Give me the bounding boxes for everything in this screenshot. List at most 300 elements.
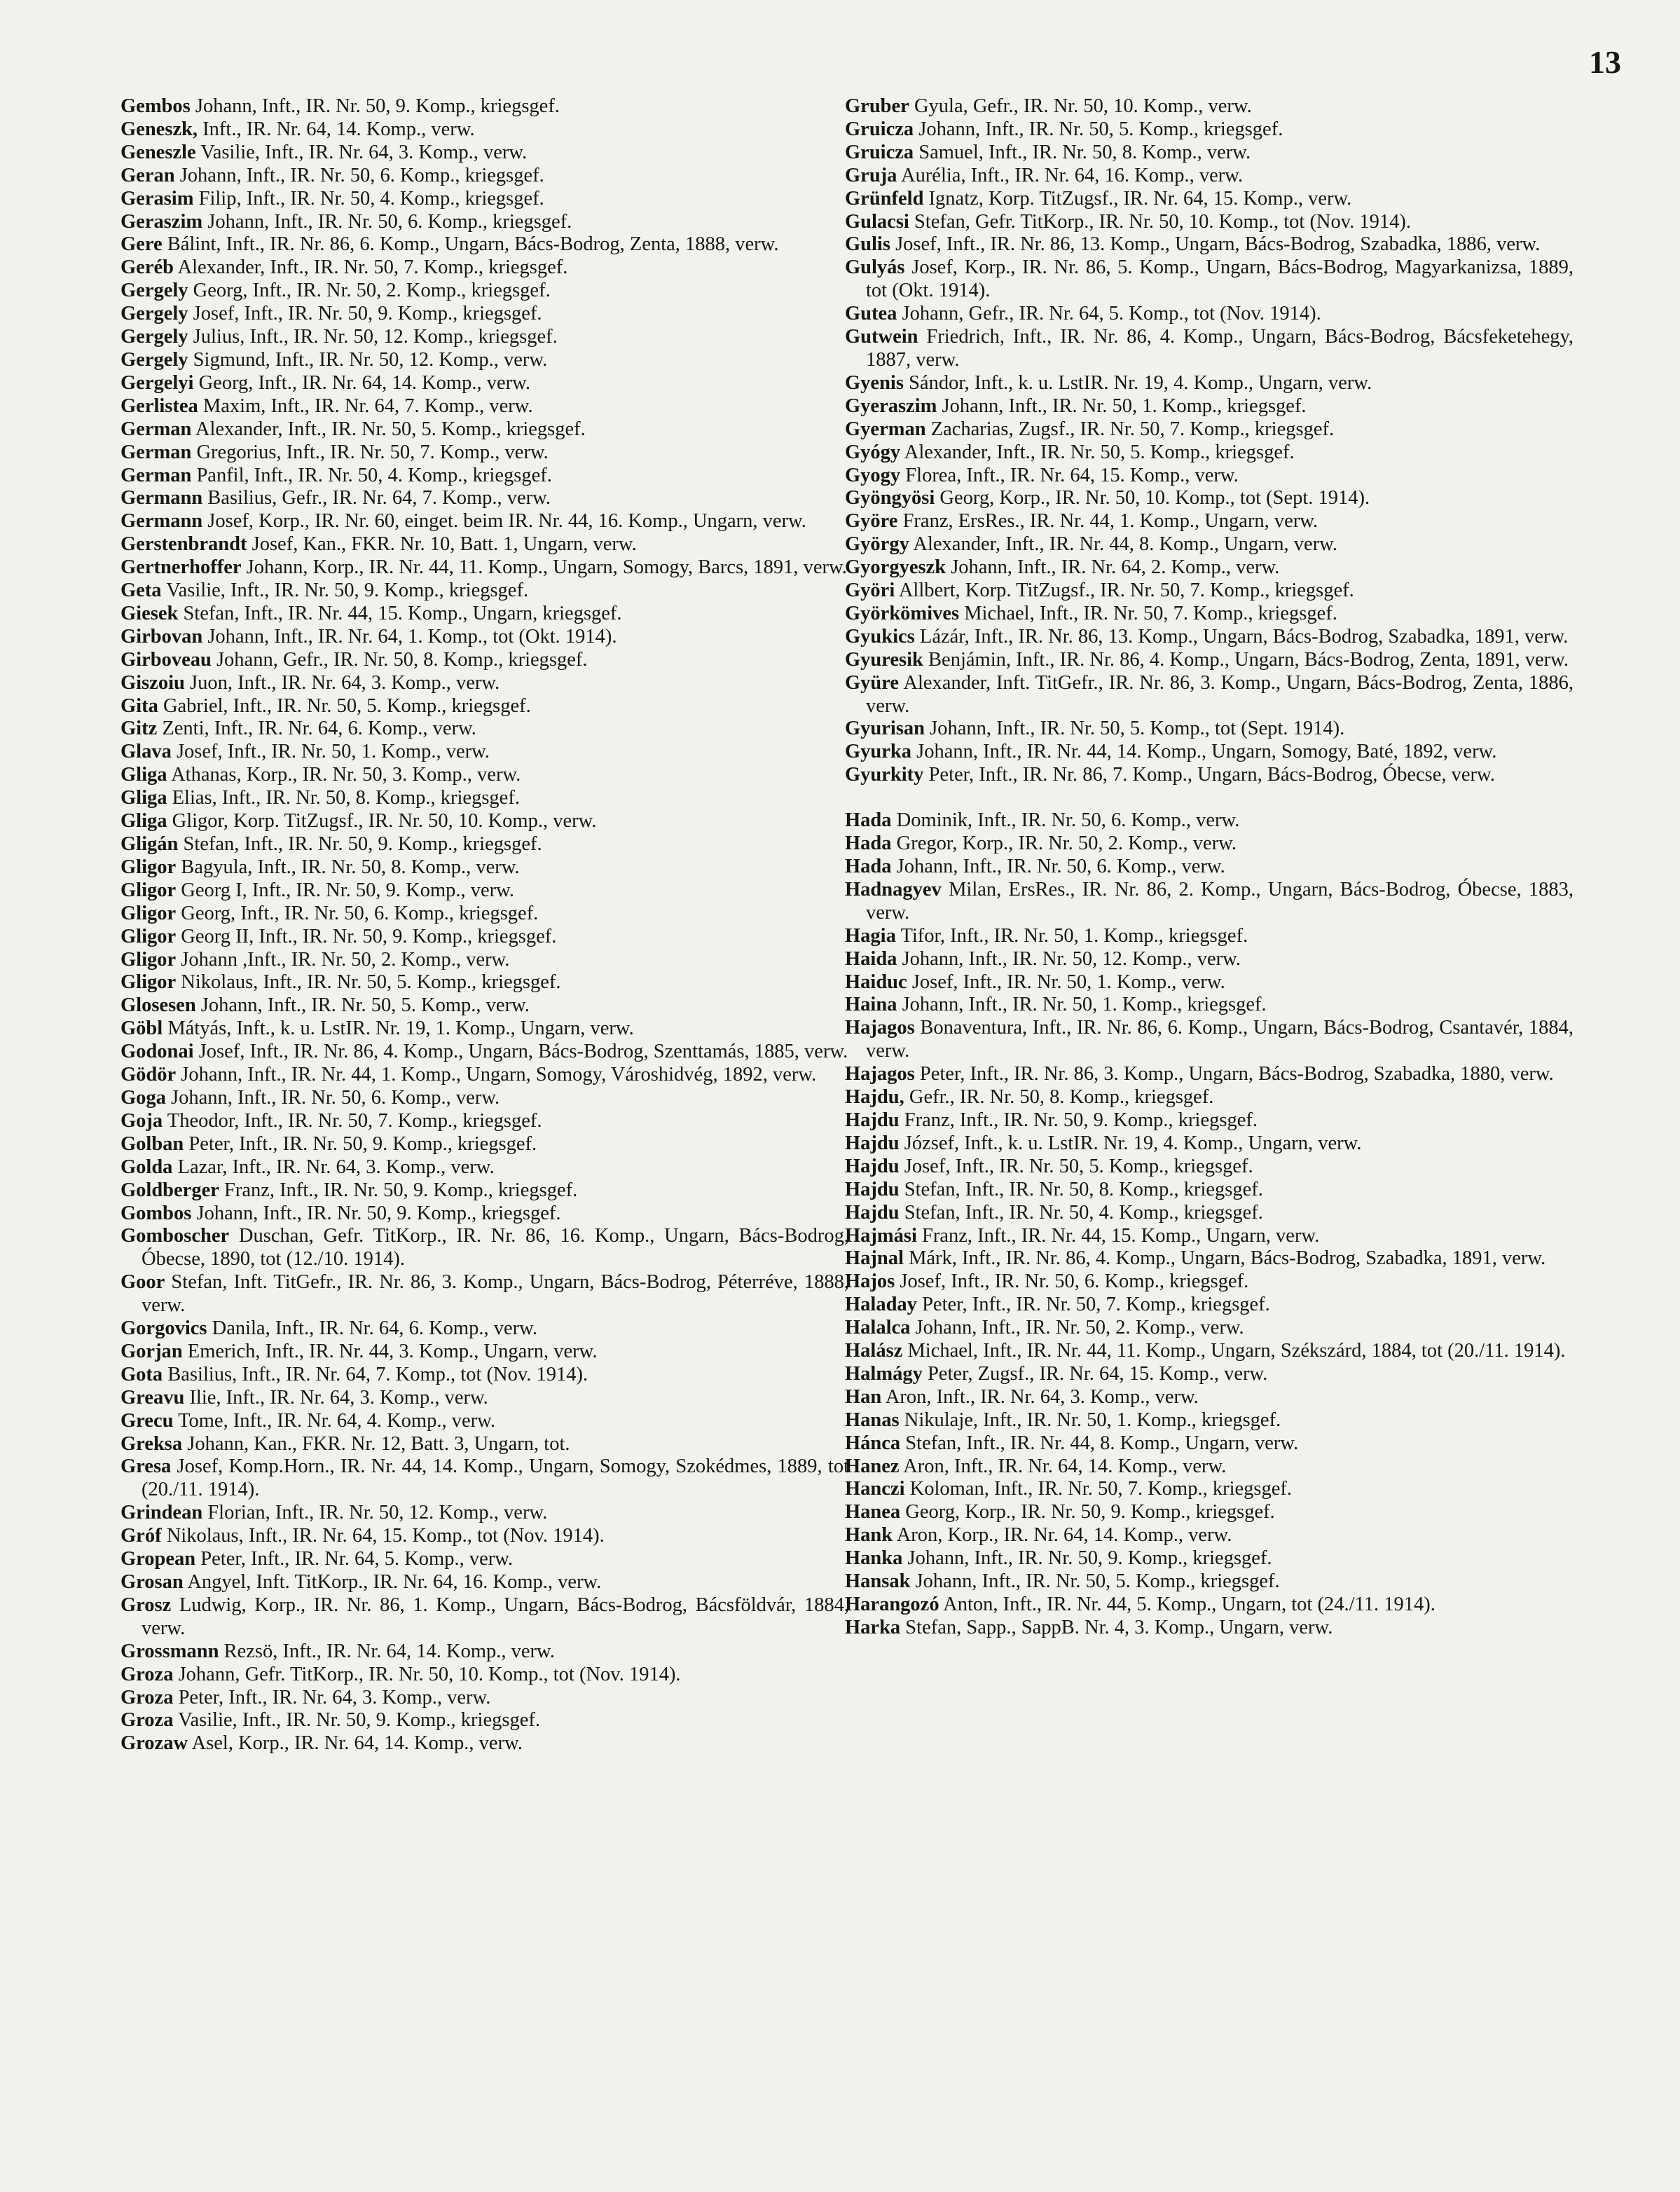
entry-surname: Hajagos <box>845 1063 915 1085</box>
list-item <box>121 1087 849 1110</box>
list-item <box>845 233 1574 256</box>
list-item <box>845 1317 1574 1340</box>
entry-surname: Girboveau <box>121 648 212 671</box>
entry-details: Peter, Zugsf., IR. Nr. 64, 15. Komp., verw. <box>927 1362 1268 1385</box>
list-item <box>845 1570 1574 1594</box>
entry-surname: Hajdu, <box>845 1086 904 1109</box>
list-item <box>845 95 1574 118</box>
list-item <box>845 1617 1574 1640</box>
entry-surname: Gergely <box>121 348 188 371</box>
entry-details: Lázár, Inft., IR. Nr. 86, 13. Komp., Ungarn, Bács-Bodrog, Szabadka, 1891, verw. <box>919 625 1569 648</box>
list-item <box>845 418 1574 441</box>
list-item <box>121 1571 849 1594</box>
entry-surname: Hanea <box>845 1501 901 1523</box>
entry-surname: Halász <box>845 1340 903 1362</box>
entry-details: Johann, Gefr., IR. Nr. 64, 5. Komp., tot (Nov. 1914). <box>902 303 1321 325</box>
entry-details: Aron, Inft., IR. Nr. 64, 14. Komp., verw. <box>903 1455 1227 1477</box>
entry-details: Nikulaje, Inft., IR. Nr. 50, 1. Komp., kriegsgef. <box>904 1409 1281 1431</box>
list-item <box>845 1294 1574 1317</box>
entry-details: Josef, Inft., IR. Nr. 86, 4. Komp., Ungarn, Bács-Bodrog, Szenttamás, 1885, verw. <box>198 1041 848 1063</box>
entry-details: Bálint, Inft., IR. Nr. 86, 6. Komp., Ungarn, Bács-Bodrog, Zenta, 1888, verw. <box>167 233 779 256</box>
entry-surname: Germann <box>121 487 203 509</box>
entry-surname: Gruber <box>845 95 909 117</box>
list-item <box>845 764 1574 787</box>
list-item <box>845 256 1574 303</box>
entry-details: Alexander, Inft., IR. Nr. 50, 7. Komp., kriegsgef. <box>177 256 568 279</box>
entry-surname: Halmágy <box>845 1362 923 1385</box>
entry-surname: Haida <box>845 947 897 970</box>
list-item <box>845 165 1574 188</box>
list-item <box>121 1064 849 1087</box>
entry-surname: Gresa <box>121 1455 172 1478</box>
entry-details: Johann, Korp., IR. Nr. 44, 11. Komp., Ungarn, Somogy, Barcs, 1891, verw. <box>246 556 847 579</box>
entry-details: Franz, ErsRes., IR. Nr. 44, 1. Komp., Ungarn, verw. <box>902 510 1318 533</box>
list-item <box>845 1478 1574 1501</box>
entry-details: Stefan, Inft., IR. Nr. 50, 8. Komp., kriegsgef. <box>904 1178 1263 1200</box>
list-item <box>845 395 1574 418</box>
entry-details: Filip, Inft., IR. Nr. 50, 4. Komp., kriegsgef. <box>198 187 544 210</box>
entry-surname: Hajdu <box>845 1155 900 1177</box>
entry-details: Gregorius, Inft., IR. Nr. 50, 7. Komp., verw. <box>196 441 549 463</box>
entry-details: Johann, Inft., IR. Nr. 50, 6. Komp., verw. <box>171 1086 500 1109</box>
entry-surname: Hajos <box>845 1270 895 1293</box>
entry-surname: Gliga <box>121 787 167 809</box>
list-item <box>845 326 1574 372</box>
entry-details: Johann, Inft., IR. Nr. 50, 5. Komp., tot (Sept. 1914). <box>930 718 1345 740</box>
list-item <box>121 165 849 188</box>
list-item <box>121 1594 849 1640</box>
entry-surname: Gyurisan <box>845 718 925 740</box>
list-item <box>845 510 1574 533</box>
entry-details: Stefan, Inft. TitGefr., IR. Nr. 86, 3. Komp., Ungarn, Bács-Bodrog, Péterréve, 1888, verw. <box>142 1271 849 1317</box>
list-item <box>845 211 1574 234</box>
entry-surname: Gitz <box>121 718 158 740</box>
list-item <box>845 1017 1574 1063</box>
page-number: 13 <box>1589 44 1621 80</box>
entry-details: Ludwig, Korp., IR. Nr. 86, 1. Komp., Ungarn, Bács-Bodrog, Bácsföldvár, 1884, verw. <box>142 1594 850 1639</box>
entry-surname: Gota <box>121 1363 163 1385</box>
entry-details: Aron, Inft., IR. Nr. 64, 3. Komp., verw. <box>885 1385 1199 1408</box>
entry-details: Johann, Inft., IR. Nr. 50, 5. Komp., kriegsgef. <box>915 1570 1280 1593</box>
entry-surname: German <box>121 464 192 486</box>
list-item <box>845 1340 1574 1363</box>
entry-surname: Gyuresik <box>845 648 923 671</box>
entry-details: Johann, Inft., IR. Nr. 50, 6. Komp., verw. <box>896 856 1225 877</box>
list-item <box>845 441 1574 465</box>
entry-details: Bonaventura, Inft., IR. Nr. 86, 6. Komp., Ungarn, Bács-Bodrog, Csantavér, 1884, verw. <box>866 1017 1574 1062</box>
entry-details: Franz, Inft., IR. Nr. 44, 15. Komp., Ungarn, verw. <box>922 1224 1320 1247</box>
list-item <box>121 256 849 280</box>
entry-surname: Godonai <box>121 1041 194 1063</box>
entry-surname: Gutea <box>845 303 897 325</box>
entry-surname: György <box>845 533 909 556</box>
entry-surname: Gliga <box>121 810 167 833</box>
entry-surname: Halalca <box>845 1317 911 1339</box>
entry-surname: Goja <box>121 1109 163 1132</box>
entry-surname: Goga <box>121 1086 166 1109</box>
entry-details: Benjámin, Inft., IR. Nr. 86, 4. Komp., Ungarn, Bács-Bodrog, Zenta, 1891, verw. <box>928 648 1569 671</box>
list-item <box>845 994 1574 1017</box>
entry-surname: Gembos <box>121 95 191 117</box>
entry-surname: Gligor <box>121 948 177 971</box>
entry-details: Ilie, Inft., IR. Nr. 64, 3. Komp., verw. <box>189 1386 488 1409</box>
list-item <box>121 1687 849 1710</box>
entry-surname: Gulis <box>845 233 890 256</box>
list-item <box>845 372 1574 395</box>
entry-surname: Grosz <box>121 1594 172 1616</box>
entry-surname: Gyógy <box>845 441 901 463</box>
list-item <box>121 1271 849 1317</box>
entry-surname: Gyüre <box>845 671 900 694</box>
entry-details: Josef, Komp.Horn., IR. Nr. 44, 14. Komp., Ungarn, Somogy, Szokédmes, 1889, tot (20./11. 1914). <box>142 1455 849 1501</box>
entry-details: Peter, Inft., IR. Nr. 50, 9. Komp., kriegsgef. <box>188 1132 537 1155</box>
entry-details: Alexander, Inft., IR. Nr. 50, 5. Komp., kriegsgef. <box>904 441 1295 463</box>
list-item <box>121 465 849 488</box>
list-item <box>121 1317 849 1341</box>
list-item <box>121 926 849 949</box>
entry-surname: Grosan <box>121 1571 184 1593</box>
entry-surname: Györe <box>845 510 898 533</box>
entry-surname: Gita <box>121 694 158 717</box>
list-item <box>845 1132 1574 1156</box>
entry-details: Angyel, Inft. TitKorp., IR. Nr. 64, 16. Komp., verw. <box>187 1571 602 1593</box>
list-item <box>121 1548 849 1571</box>
entry-details: Elias, Inft., IR. Nr. 50, 8. Komp., kriegsgef. <box>172 787 520 809</box>
entry-details: Johann, Gefr., IR. Nr. 50, 8. Komp., kriegsgef. <box>216 648 588 671</box>
entry-details: Sándor, Inft., k. u. LstIR. Nr. 19, 4. Komp., Ungarn, verw. <box>909 371 1372 394</box>
entry-surname: Hajdu <box>845 1201 900 1224</box>
entry-surname: Gruicza <box>845 118 914 140</box>
list-item <box>845 856 1574 879</box>
list-item <box>845 1432 1574 1455</box>
list-item <box>845 1455 1574 1479</box>
right-column <box>845 95 1574 1640</box>
entry-surname: Hansak <box>845 1570 911 1593</box>
entry-surname: Hajdu <box>845 1109 900 1131</box>
entry-surname: Golban <box>121 1132 184 1155</box>
entry-details: Gefr., IR. Nr. 50, 8. Komp., kriegsgef. <box>909 1086 1214 1109</box>
entry-details: Gligor, Korp. TitZugsf., IR. Nr. 50, 10. Komp., verw. <box>172 810 597 833</box>
entry-details: Michael, Inft., IR. Nr. 44, 11. Komp., Ungarn, Székszárd, 1884, tot (20./11. 1914). <box>907 1340 1566 1362</box>
entry-details: Stefan, Inft., IR. Nr. 44, 15. Komp., Ungarn, kriegsgef. <box>183 602 622 624</box>
list-item <box>845 879 1574 925</box>
list-item <box>845 1270 1574 1294</box>
list-item <box>845 465 1574 488</box>
list-item <box>845 1109 1574 1132</box>
entry-details: Dominik, Inft., IR. Nr. 50, 6. Komp., verw. <box>896 809 1240 832</box>
entry-surname: Gliga <box>121 764 167 786</box>
entry-surname: Gorjan <box>121 1340 183 1362</box>
entry-surname: Hajdu <box>845 1178 900 1200</box>
entry-details: Josef, Inft., IR. Nr. 50, 6. Komp., kriegsgef. <box>900 1270 1249 1293</box>
entry-details: Milan, ErsRes., IR. Nr. 86, 2. Komp., Ungarn, Bács-Bodrog, Óbecse, 1883, verw. <box>866 878 1574 924</box>
entry-details: Zacharias, Zugsf., IR. Nr. 50, 7. Komp., kriegsgef. <box>930 418 1335 440</box>
entry-details: Márk, Inft., IR. Nr. 86, 4. Komp., Ungarn, Bács-Bodrog, Szabadka, 1891, verw. <box>909 1247 1546 1270</box>
list-item <box>121 1525 849 1548</box>
list-item <box>121 118 849 142</box>
entry-details: Johann, Inft., IR. Nr. 44, 1. Komp., Ungarn, Somogy, Városhidvég, 1892, verw. <box>181 1064 817 1086</box>
entry-surname: Golda <box>121 1156 173 1178</box>
entry-details: Allbert, Korp. TitZugsf., IR. Nr. 50, 7. Komp., kriegsgef. <box>898 580 1354 602</box>
entry-surname: Girbovan <box>121 625 203 648</box>
entry-surname: Gyurka <box>845 741 912 763</box>
entry-details: Bagyula, Inft., IR. Nr. 50, 8. Komp., verw. <box>181 856 520 878</box>
list-item <box>121 603 849 626</box>
entry-surname: Hanez <box>845 1455 900 1477</box>
entry-surname: Gombos <box>121 1202 192 1224</box>
entry-details: Aron, Korp., IR. Nr. 64, 14. Komp., verw. <box>896 1524 1232 1547</box>
entry-details: Johann, Inft., IR. Nr. 50, 9. Komp., kriegsgef. <box>196 1202 561 1224</box>
entry-surname: Gere <box>121 233 163 256</box>
entry-surname: Geréb <box>121 256 174 279</box>
entry-details: Athanas, Korp., IR. Nr. 50, 3. Komp., verw. <box>171 764 521 786</box>
list-item <box>121 1640 849 1664</box>
list-item <box>121 142 849 165</box>
entry-details: Johann, Inft., IR. Nr. 64, 1. Komp., tot (Okt. 1914). <box>207 625 617 648</box>
list-item <box>121 418 849 441</box>
entry-details: Friedrich, Inft., IR. Nr. 86, 4. Komp., Ungarn, Bács-Bodrog, Bácsfeketehegy, 1887, verw. <box>866 326 1574 371</box>
entry-details: Josef, Inft., IR. Nr. 50, 1. Komp., verw. <box>176 741 490 763</box>
list-item <box>845 925 1574 948</box>
list-item <box>845 718 1574 741</box>
entry-details: Johann, Inft., IR. Nr. 50, 5. Komp., verw. <box>200 994 530 1017</box>
entry-surname: Grecu <box>121 1409 174 1432</box>
entry-details: Asel, Korp., IR. Nr. 64, 14. Komp., verw. <box>191 1732 523 1755</box>
entry-surname: Groza <box>121 1686 174 1708</box>
entry-details: Basilius, Inft., IR. Nr. 64, 7. Komp., tot (Nov. 1914). <box>167 1363 588 1385</box>
entry-surname: Geneszle <box>121 141 196 163</box>
entry-surname: Han <box>845 1385 882 1408</box>
entry-surname: Hada <box>845 833 892 855</box>
entry-details: Ignatz, Korp. TitZugsf., IR. Nr. 64, 15. Komp., verw. <box>928 187 1352 210</box>
entry-surname: Gyenis <box>845 371 904 394</box>
entry-surname: Hanczi <box>845 1478 905 1500</box>
list-item <box>121 1018 849 1041</box>
entry-details: Johann, Inft., IR. Nr. 50, 5. Komp., kriegsgef. <box>918 118 1283 140</box>
entry-surname: Göbl <box>121 1018 163 1040</box>
entry-surname: Germann <box>121 510 203 533</box>
list-item <box>845 533 1574 556</box>
entry-details: Johann, Inft., IR. Nr. 50, 6. Komp., kriegsgef. <box>207 210 572 233</box>
entry-details: Juon, Inft., IR. Nr. 64, 3. Komp., verw. <box>189 671 500 694</box>
entry-surname: Gomboscher <box>121 1225 230 1247</box>
list-item <box>121 626 849 649</box>
entry-details: Aurélia, Inft., IR. Nr. 64, 16. Komp., verw. <box>900 164 1244 186</box>
list-item <box>121 349 849 372</box>
list-item <box>121 695 849 718</box>
entry-details: Josef, Inft., IR. Nr. 50, 9. Komp., kriegsgef. <box>193 303 542 325</box>
entry-details: Johann, Inft., IR. Nr. 50, 1. Komp., kriegsgef. <box>902 994 1267 1016</box>
entry-surname: Gergelyi <box>121 371 194 394</box>
entry-surname: Gruja <box>845 164 897 186</box>
entry-details: Johann, Inft., IR. Nr. 50, 9. Komp., kriegsgef. <box>195 95 560 117</box>
list-item <box>845 948 1574 971</box>
entry-details: Maxim, Inft., IR. Nr. 64, 7. Komp., verw. <box>202 395 533 417</box>
entry-surname: German <box>121 441 192 463</box>
list-item <box>845 1202 1574 1225</box>
list-item <box>845 626 1574 649</box>
entry-surname: German <box>121 418 192 440</box>
list-item <box>845 1086 1574 1109</box>
list-item <box>845 1156 1574 1179</box>
entry-surname: Gligor <box>121 856 177 878</box>
list-item <box>121 1133 849 1156</box>
entry-details: Julius, Inft., IR. Nr. 50, 12. Komp., kriegsgef. <box>193 326 558 348</box>
entry-details: Stefan, Inft., IR. Nr. 50, 9. Komp., kriegsgef. <box>183 833 542 855</box>
list-item <box>845 833 1574 856</box>
entry-surname: Gyurkity <box>845 764 924 786</box>
entry-details: Johann, Inft., IR. Nr. 50, 2. Komp., verw. <box>915 1317 1244 1339</box>
list-item <box>121 649 849 672</box>
list-item <box>121 1041 849 1064</box>
list-item <box>845 649 1574 672</box>
list-item <box>121 741 849 764</box>
entry-surname: Geta <box>121 580 162 602</box>
entry-surname: Hajmási <box>845 1224 917 1247</box>
entry-surname: Györkömives <box>845 602 960 624</box>
list-item <box>121 233 849 256</box>
entry-surname: Gergely <box>121 303 188 325</box>
list-item <box>121 533 849 556</box>
list-item <box>845 1386 1574 1409</box>
list-item <box>845 303 1574 326</box>
list-item <box>121 1410 849 1433</box>
list-item <box>845 672 1574 718</box>
entry-details: Johann ,Inft., IR. Nr. 50, 2. Komp., verw. <box>181 948 510 971</box>
entry-surname: Glosesen <box>121 994 196 1017</box>
entry-surname: Gutwein <box>845 326 918 348</box>
entry-surname: Gyogy <box>845 464 901 486</box>
entry-surname: Gyerman <box>845 418 926 440</box>
entry-surname: Goldberger <box>121 1179 219 1201</box>
list-item <box>121 879 849 903</box>
entry-surname: Hadnagyev <box>845 878 942 900</box>
entry-surname: Hajdu <box>845 1132 900 1154</box>
entry-details: Franz, Inft., IR. Nr. 50, 9. Komp., kriegsgef. <box>224 1179 578 1201</box>
list-item <box>121 510 849 533</box>
list-item <box>121 95 849 118</box>
entry-surname: Gyorgyeszk <box>845 556 946 579</box>
entry-surname: Groza <box>121 1663 174 1685</box>
entry-surname: Greavu <box>121 1386 185 1409</box>
left-column <box>121 95 849 1755</box>
list-item <box>121 1156 849 1179</box>
entry-details: Lazar, Inft., IR. Nr. 64, 3. Komp., verw. <box>177 1156 495 1178</box>
entry-surname: Gligor <box>121 879 177 901</box>
list-item <box>121 672 849 695</box>
entry-surname: Geneszk, <box>121 118 198 140</box>
entry-surname: Gligán <box>121 833 179 855</box>
entry-details: Alexander, Inft., IR. Nr. 50, 5. Komp., kriegsgef. <box>195 418 586 440</box>
entry-surname: Györi <box>845 580 895 602</box>
entry-surname: Gerlistea <box>121 395 198 417</box>
entry-details: Danila, Inft., IR. Nr. 64, 6. Komp., verw. <box>212 1317 537 1340</box>
list-item <box>121 949 849 972</box>
entry-details: Georg, Inft., IR. Nr. 64, 14. Komp., verw. <box>198 371 530 394</box>
entry-surname: Gödör <box>121 1064 177 1086</box>
list-item <box>121 372 849 395</box>
list-item <box>845 1594 1574 1617</box>
entry-surname: Hajnal <box>845 1247 904 1270</box>
list-item <box>121 833 849 856</box>
entry-surname: Gyukics <box>845 625 915 648</box>
list-item <box>121 1225 849 1271</box>
entry-surname: Haladay <box>845 1294 917 1316</box>
entry-details: Florian, Inft., IR. Nr. 50, 12. Komp., verw. <box>207 1502 548 1524</box>
entry-details: Florea, Inft., IR. Nr. 64, 15. Komp., verw. <box>905 464 1239 486</box>
entry-surname: Hank <box>845 1524 893 1547</box>
list-item <box>121 810 849 833</box>
entry-details: Peter, Inft., IR. Nr. 64, 5. Komp., verw. <box>200 1548 514 1570</box>
entry-details: Josef, Kan., FKR. Nr. 10, Batt. 1, Ungarn, verw. <box>252 533 637 556</box>
list-item <box>845 1179 1574 1202</box>
entry-details: Vasilie, Inft., IR. Nr. 50, 9. Komp., kriegsgef. <box>166 580 529 602</box>
list-item <box>121 1732 849 1755</box>
entry-details: Georg, Inft., IR. Nr. 50, 6. Komp., kriegsgef. <box>181 902 539 924</box>
list-item <box>121 764 849 787</box>
list-item <box>121 188 849 211</box>
list-item <box>845 487 1574 510</box>
entry-surname: Hanas <box>845 1409 900 1431</box>
entry-details: Tifor, Inft., IR. Nr. 50, 1. Komp., kriegsgef. <box>900 924 1248 947</box>
entry-details: Gregor, Korp., IR. Nr. 50, 2. Komp., verw. <box>896 833 1237 855</box>
list-item <box>121 1455 849 1502</box>
list-item <box>845 142 1574 165</box>
entry-details: Tome, Inft., IR. Nr. 64, 4. Komp., verw. <box>178 1409 495 1432</box>
entry-details: Josef, Inft., IR. Nr. 50, 5. Komp., kriegsgef. <box>904 1155 1253 1177</box>
entry-details: Stefan, Inft., IR. Nr. 50, 4. Komp., kriegsgef. <box>904 1201 1263 1224</box>
list-item <box>845 556 1574 580</box>
entry-details: Georg, Korp., IR. Nr. 50, 9. Komp., kriegsgef. <box>905 1501 1275 1523</box>
entry-details: Johann, Kan., FKR. Nr. 12, Batt. 3, Ungarn, tot. <box>187 1432 570 1455</box>
list-item <box>121 303 849 326</box>
list-item <box>845 809 1574 833</box>
entry-surname: Haina <box>845 994 897 1016</box>
list-item <box>121 1179 849 1203</box>
entry-surname: Grindean <box>121 1502 203 1524</box>
entry-surname: Gertnerhoffer <box>121 556 242 579</box>
list-item <box>845 1063 1574 1086</box>
entry-details: Peter, Inft., IR. Nr. 64, 3. Komp., verw. <box>178 1686 491 1708</box>
entry-surname: Harangozó <box>845 1594 939 1615</box>
list-item <box>845 741 1574 764</box>
list-item <box>121 395 849 418</box>
entry-surname: Hajagos <box>845 1017 915 1039</box>
entry-details: Johann, Inft., IR. Nr. 44, 14. Komp., Ungarn, Somogy, Baté, 1892, verw. <box>916 741 1497 763</box>
entry-surname: Gruicza <box>845 141 914 163</box>
list-item <box>121 1433 849 1456</box>
entry-surname: Gorgovics <box>121 1317 207 1340</box>
entry-details: Koloman, Inft., IR. Nr. 50, 7. Komp., kriegsgef. <box>909 1478 1293 1500</box>
entry-details: Johann, Inft., IR. Nr. 50, 6. Komp., kriegsgef. <box>179 164 544 186</box>
entry-details: Johann, Gefr. TitKorp., IR. Nr. 50, 10. Komp., tot (Nov. 1914). <box>178 1663 681 1685</box>
entry-surname: Grossmann <box>121 1640 219 1662</box>
entry-surname: Goor <box>121 1271 165 1294</box>
list-item <box>121 326 849 349</box>
entry-details: Georg, Inft., IR. Nr. 50, 2. Komp., kriegsgef. <box>193 280 551 302</box>
entry-details: Vasilie, Inft., IR. Nr. 64, 3. Komp., verw. <box>200 141 528 163</box>
list-item <box>121 556 849 580</box>
entry-surname: Harka <box>845 1616 901 1638</box>
entry-details: Johann, Inft., IR. Nr. 50, 9. Komp., kriegsgef. <box>907 1547 1272 1570</box>
entry-surname: Geran <box>121 164 175 186</box>
list-item <box>845 1409 1574 1432</box>
entry-details: Basilius, Gefr., IR. Nr. 64, 7. Komp., verw. <box>207 487 551 509</box>
entry-details: Josef, Korp., IR. Nr. 60, einget. beim IR. Nr. 44, 16. Komp., Ungarn, verw. <box>207 510 806 533</box>
entry-details: Samuel, Inft., IR. Nr. 50, 8. Komp., verw. <box>918 141 1251 163</box>
entry-details: Peter, Inft., IR. Nr. 50, 7. Komp., kriegsgef. <box>922 1294 1270 1316</box>
list-item <box>121 1664 849 1687</box>
